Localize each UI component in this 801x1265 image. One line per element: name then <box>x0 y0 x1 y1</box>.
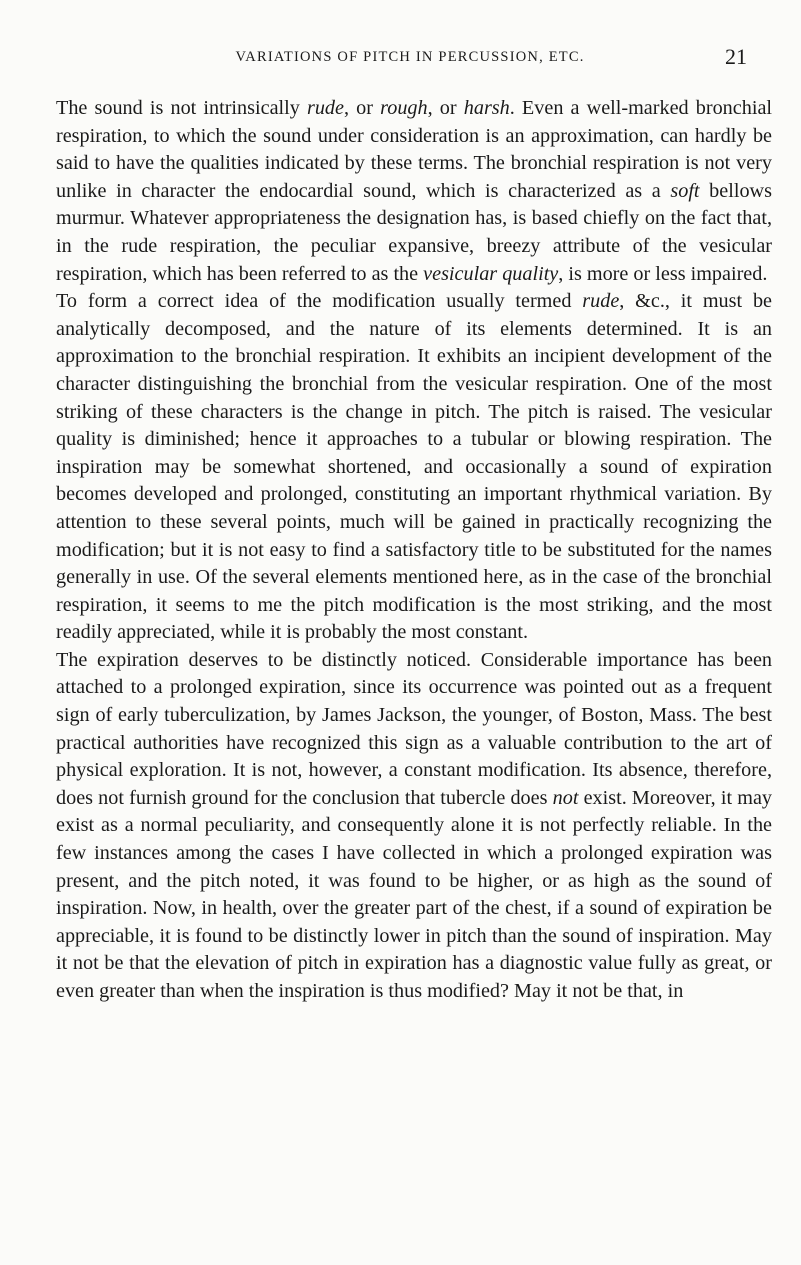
text-run: , is more or less impaired. <box>558 262 768 285</box>
paragraph-2 <box>56 288 772 647</box>
italic-text: rude <box>306 97 344 119</box>
italic-text: rough <box>380 97 428 119</box>
italic-text: soft <box>670 179 700 202</box>
italic-text: rude <box>582 290 620 313</box>
page-number: 21 <box>725 44 747 69</box>
text-run: exist. Moreover, it may exist as a normal peculiarity, and consequently alone it is not perfectly reliable. In the few instances among the cases I have collected in which a prolonged expiration was present, and the pitch noted, it was found to be higher, or as high as the sound of inspiration. Now, in health, over the greater part of the chest, if a sound of expiration be appreciable, it is found to be distinctly lower in pitch than the sound of inspiration. May it not be that the elevation of pitch in expiration has a diagnostic value fully as great, or even greater than when the inspiration is thus modified? May it not be that, in <box>56 786 772 1002</box>
text-run: , &c., it must be analytically decomposed, and the nature of its elements determined. It is an approximation to the bronchial respiration. It exhibits an incipient development of the character distinguishing the bronchial from the vesicular respiration. One of the most striking of these characters is the change in pitch. The pitch is raised. The vesicular quality is diminished; hence it approaches to a tubular or blowing respiration. The inspiration may be somewhat shortened, and occasionally a sound of expiration becomes developed and prolonged, constituting an important rhythmical variation. By attention to these several points, much will be gained in practically recognizing the modification; but it is not easy to find a satisfactory title to be substituted for the names generally in use. Of the several elements mentioned here, as in the case of the bronchial respiration, it seems to me the pitch modification is the most striking, and the most readily appreciated, while it is probably the most constant. <box>56 290 772 644</box>
text-run: , or <box>427 97 464 119</box>
text-run: . Even a well-marked bronchial respiration, to which the sound under consideration is an approximation, can hardly be said to have the qualities indicated by these terms. The bronchial respiration is not very unlike in character the endocardial sound, which is characterized as a <box>56 97 773 202</box>
italic-text: vesicular quality <box>423 262 559 285</box>
italic-text: harsh <box>463 97 510 119</box>
text-run: To form a correct idea of the modification usually termed <box>56 290 583 313</box>
text-run: The expiration deserves to be distinctly noticed. Considerable importance has been attached to a prolonged expiration, since its occurrence was pointed out as a frequent sign of early tuberculization, by James Jackson, the younger, of Boston, Mass. The best practical authorities have recognized this sign as a valuable contribution to the art of physical exploration. It is not, however, a constant modification. Its absence, therefore, does not furnish ground for the conclusion that tubercle does <box>56 648 772 809</box>
paragraph-1 <box>56 95 772 288</box>
text-run: , or <box>343 97 381 119</box>
text-run: bellows murmur. Whatever appropriateness the designation has, is based chiefly on the fact that, in the rude respiration, the peculiar expansive, breezy attribute of the vesicular respiration, which has been referred to as the <box>56 179 772 285</box>
text-run: The sound is not intrinsically <box>56 97 307 119</box>
body-text <box>56 95 772 1006</box>
running-head: VARIATIONS OF PITCH IN PERCUSSION, ETC. <box>235 49 585 65</box>
italic-text: not <box>552 786 579 809</box>
paragraph-3 <box>56 647 772 1006</box>
